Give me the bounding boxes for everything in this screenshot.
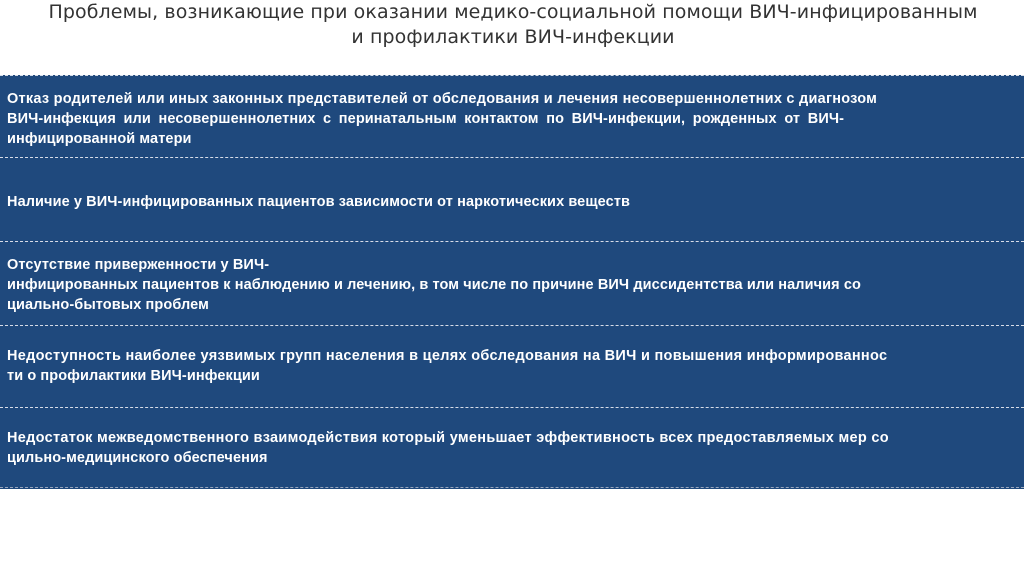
problem-3-line-2: инфицированных пациентов к наблюдению и лечению, в том числе по причине ВИЧ диссидентства или наличия со [7,277,861,293]
table-bottom-border [0,487,1024,488]
problem-1-line-3: инфицированной матери [7,131,192,147]
problem-text-3 [7,255,1015,315]
slide-title [8,0,1018,50]
problem-3-word-4: ВИЧ- [232,257,270,273]
problem-3-line-1 [7,255,1015,275]
problem-3-word-3: у [220,257,229,273]
problem-row-4 [0,325,1024,407]
problem-5-line-2: цильно-медицинского обеспечения [7,450,268,466]
problem-3-word-2: приверженности [94,257,217,273]
problem-3-line-3: циально-бытовых проблем [7,297,209,313]
problem-text-5 [7,428,1015,468]
problem-row-5 [0,407,1024,487]
problem-text-4 [7,346,1015,386]
problem-2-line-1: Наличие у ВИЧ-инфицированных пациентов зависимости от наркотических веществ [7,194,631,210]
problem-1-line-1: Отказ родителей или иных законных представителей от обследования и лечения несовершеннолетних с диагнозом [7,91,878,107]
problem-row-1 [0,75,1024,157]
slide-title-line-1: Проблемы, возникающие при оказании медико-социальной помощи ВИЧ-инфицированным [48,1,978,23]
problem-4-line-2: ти о профилактики ВИЧ-инфекции [7,368,260,384]
problem-1-line-2: ВИЧ-инфекция или несовершеннолетних с перинатальным контактом по ВИЧ-инфекции, рожденных от ВИЧ- [7,111,845,127]
problem-text-2 [7,192,1015,212]
problem-4-line-1: Недоступность наиболее уязвимых групп населения в целях обследования на ВИЧ и повышения информированнос [7,348,888,364]
slide-title-line-2: и профилактики ВИЧ-инфекции [351,26,675,48]
problem-row-2 [0,157,1024,241]
problem-row-3 [0,241,1024,325]
problem-5-line-1: Недостаток межведомственного взаимодействия который уменьшает эффективность всех предоставляемых мер со [7,430,889,446]
problem-3-word-1: Отсутствие [7,257,91,273]
problem-text-1 [7,89,1015,149]
